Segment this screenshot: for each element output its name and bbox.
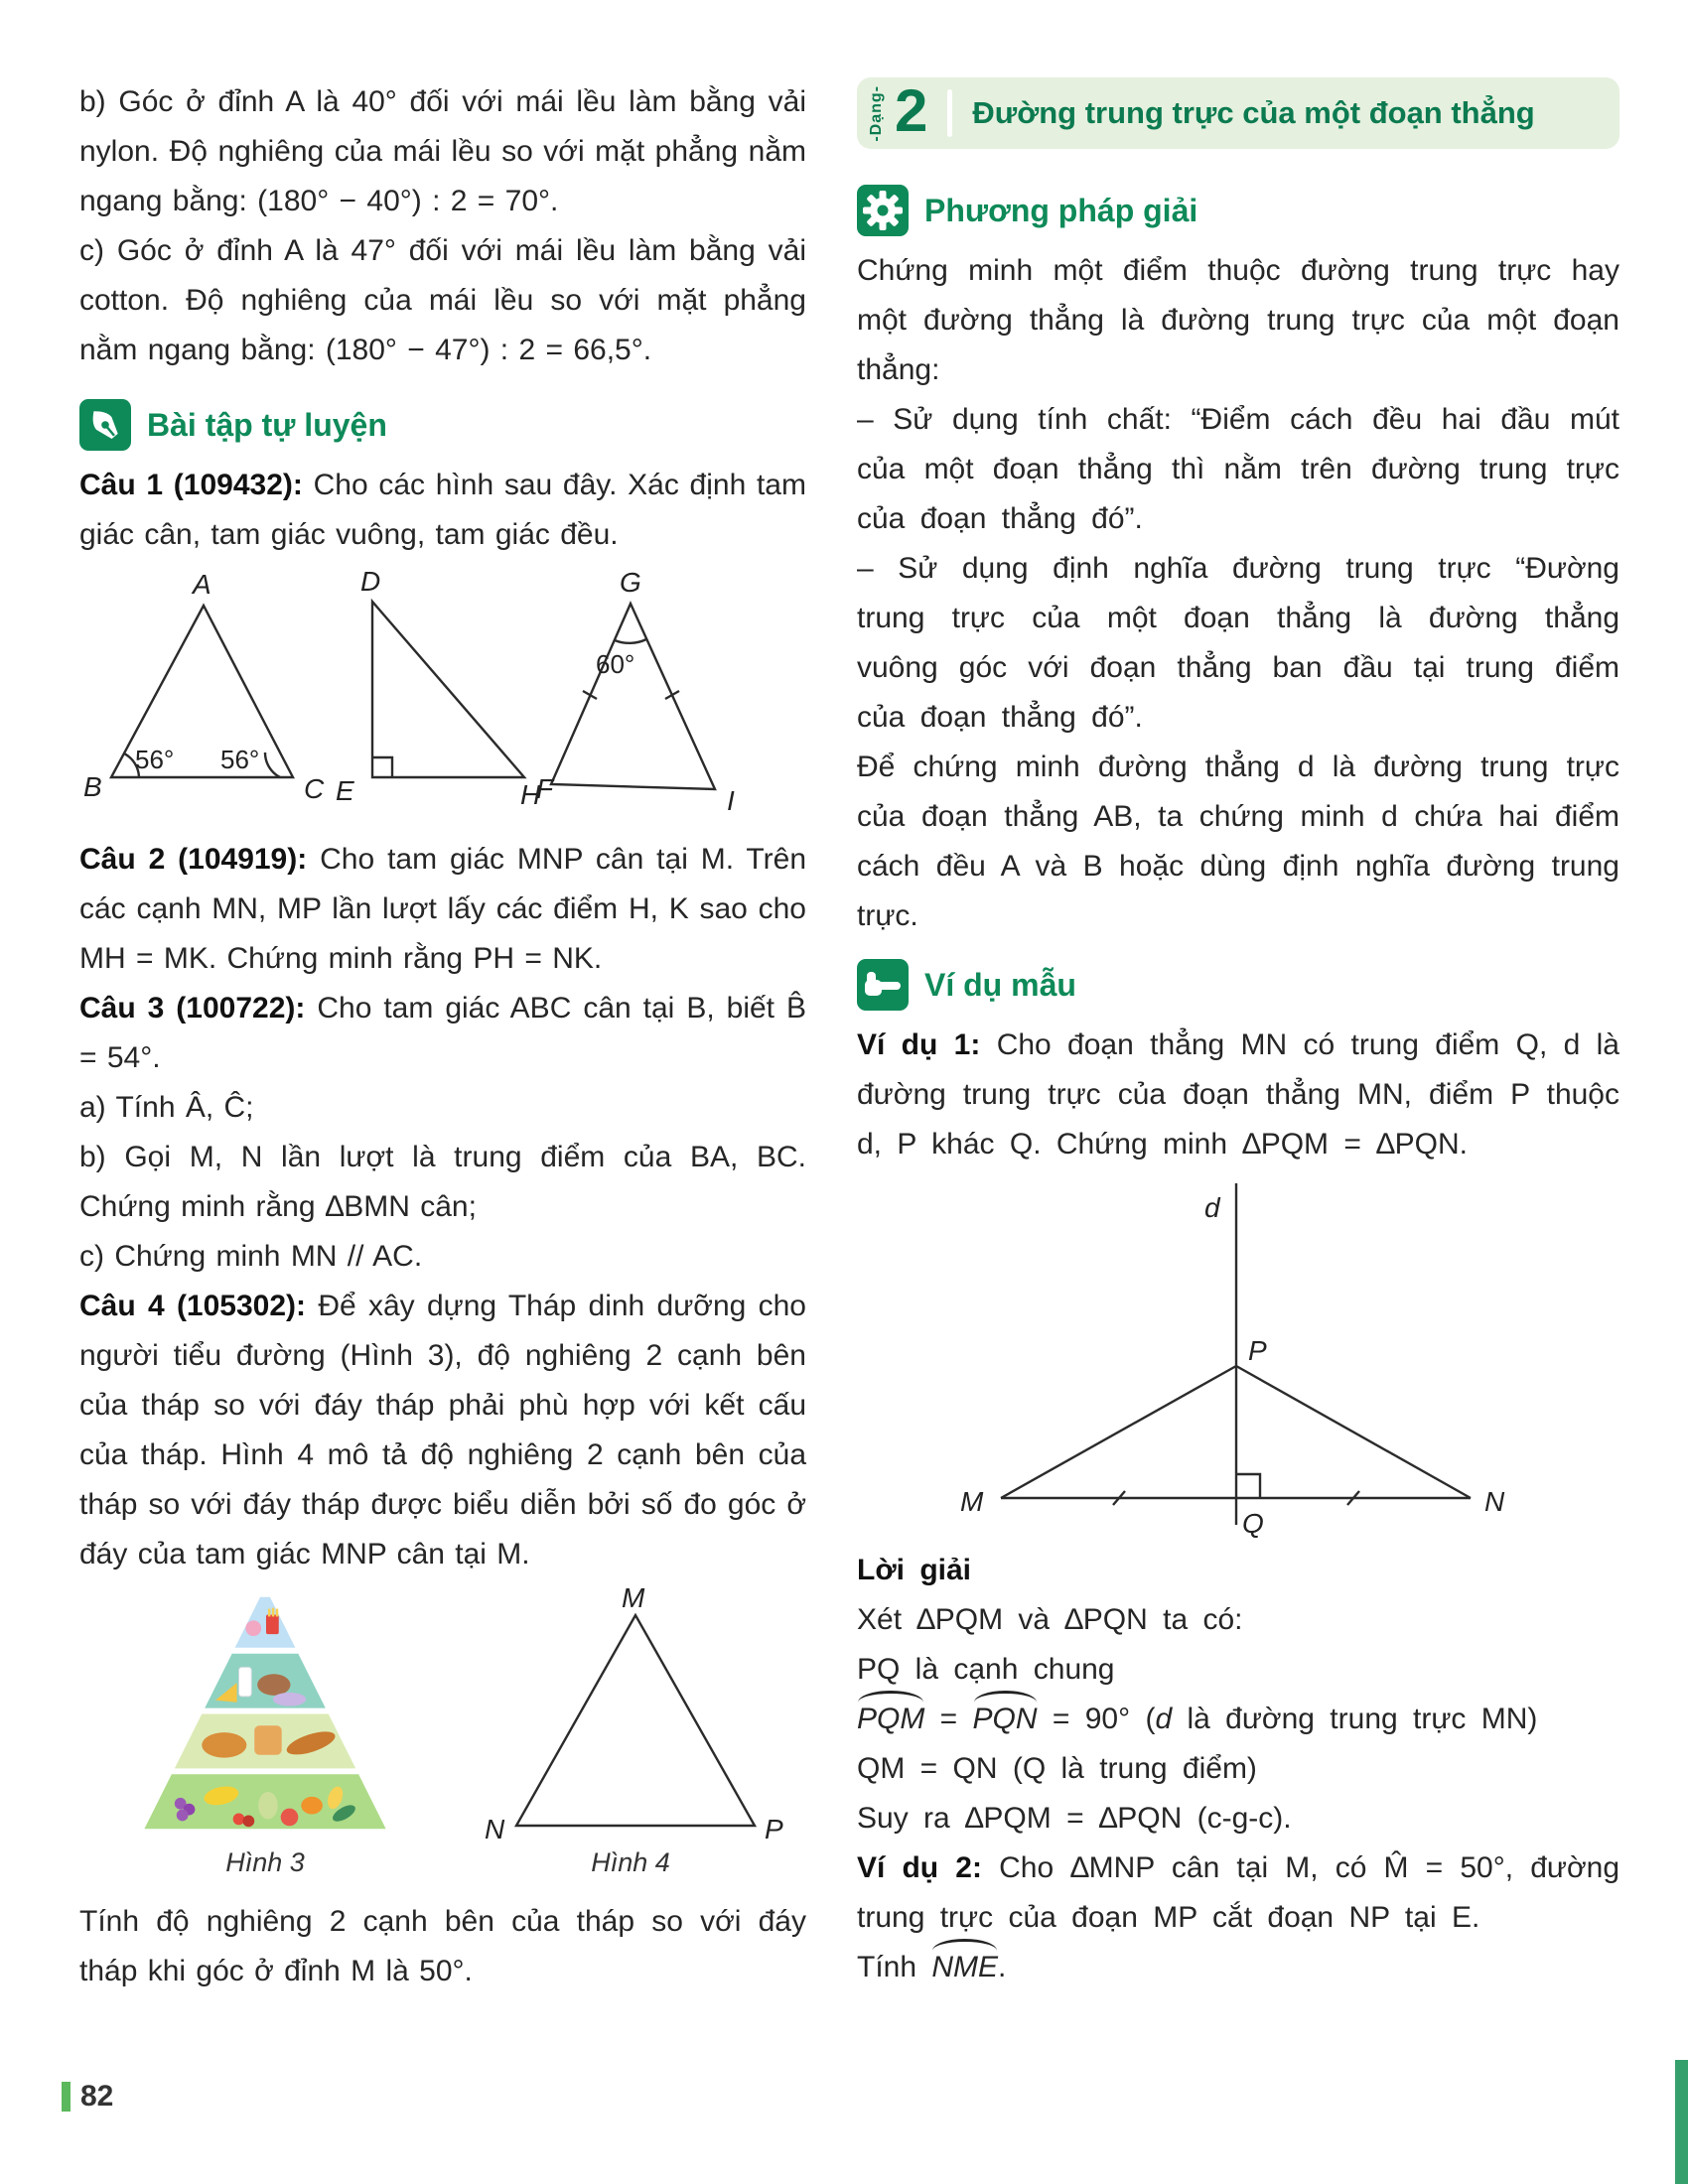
label-M: M	[622, 1587, 645, 1613]
figures-row	[79, 1587, 806, 1897]
solution-title: Lời giải	[857, 1554, 972, 1586]
label-P: P	[1248, 1335, 1267, 1366]
solution-line-5: Suy ra ∆PQM = ∆PQN (c-g-c).	[857, 1802, 1292, 1835]
cau3-item-c: c) Chứng minh MN // AC.	[79, 1240, 423, 1273]
example-2: Ví dụ 2: Cho ∆MNP cân tại M, có M̂ = 50°, đường trung trực của đoạn MP cắt đoạn NP tại E.	[857, 1851, 1620, 1934]
label-I: I	[727, 785, 735, 816]
closing-question: Tính độ nghiêng 2 cạnh bên của tháp so với đáy tháp khi góc ở đỉnh M là 50°.	[79, 1905, 806, 1987]
method-point-2: – Sử dụng định nghĩa đường trung trực “Đường trung trực của một đoạn thẳng là đường thẳng vuông góc với đoạn thẳng ban đầu tại trung điểm của đoạn thẳng đó”.	[857, 552, 1619, 734]
fig3-caption: Hình 3	[225, 1847, 305, 1877]
method-point-1: – Sử dụng tính chất: “Điểm cách đều hai đầu mút của một đoạn thẳng thì nằm trên đường trung trực của đoạn thẳng đó”.	[857, 403, 1619, 535]
page-edge-tab	[1675, 2060, 1688, 2184]
food-pyramid-illustration	[141, 1587, 389, 1841]
method-section-header	[857, 185, 1619, 236]
badge-divider	[947, 89, 952, 137]
solution-line-3: PQM = PQN = 90° (d là đường trung trực MN)	[857, 1695, 1619, 1744]
label-d: d	[1204, 1192, 1220, 1223]
dang-tag-vertical: -Dạng-	[868, 84, 885, 142]
method-intro: Chứng minh một điểm thuộc đường trung trực hay một đường thẳng là đường trung trực của một đoạn thẳng:	[857, 254, 1619, 386]
paragraph-c: c) Góc ở đỉnh A là 47° đối với mái lều làm bằng vải cotton. Độ nghiêng của mái lều so với mặt phẳng nằm ngang bằng: (180° − 47°) : 2 = 66,5°.	[79, 234, 806, 366]
label-C: C	[304, 773, 325, 804]
label-Q: Q	[1242, 1508, 1264, 1539]
label-M: M	[960, 1486, 984, 1517]
label-D: D	[360, 566, 381, 597]
perpendicular-bisector-figure	[857, 1175, 1619, 1541]
label-F: F	[536, 773, 554, 804]
fig4-caption: Hình 4	[591, 1847, 670, 1877]
label-H: H	[520, 779, 541, 810]
example-2-question: Tính NME.	[857, 1943, 1619, 1992]
cau1-label: Câu 1 (109432):	[79, 469, 303, 501]
triangles-figure	[79, 564, 806, 830]
label-E: E	[336, 775, 354, 806]
paragraph-b: b) Góc ở đỉnh A là 40° đối với mái lều làm bằng vải nylon. Độ nghiêng của mái lều so với mặt phẳng nằm ngang bằng: (180° − 40°) : 2 = 70°.	[79, 85, 806, 217]
method-note: Để chứng minh đường thẳng d là đường trung trực của đoạn thẳng AB, ta chứng minh d chứa hai điểm cách đều A và B hoặc dùng định nghĩa đường trung trực.	[857, 751, 1619, 932]
cau3-item-b: b) Gọi M, N lần lượt là trung điểm của BA, BC. Chứng minh rằng ∆BMN cân;	[79, 1141, 806, 1223]
hinh4-triangle-figure	[477, 1587, 784, 1841]
cau3-item-a: a) Tính Â, Ĉ;	[79, 1091, 254, 1124]
example-1: Ví dụ 1: Cho đoạn thẳng MN có trung điểm Q, d là đường trung trực của đoạn thẳng MN, điểm P thuộc d, P khác Q. Chứng minh ∆PQM = ∆PQN.	[857, 1028, 1619, 1160]
label-N: N	[1484, 1486, 1505, 1517]
pen-nib-icon	[79, 399, 131, 451]
label-A: A	[193, 569, 211, 600]
pointing-hand-icon	[857, 959, 909, 1011]
dang-2-badge	[857, 77, 1619, 149]
example-section-title: Ví dụ mẫu	[924, 966, 1076, 1003]
solution-line-1: Xét ∆PQM và ∆PQN ta có:	[857, 1603, 1243, 1636]
label-G: G	[620, 567, 641, 598]
dang-title: Đường trung trực của một đoạn thẳng	[972, 95, 1535, 130]
angle-60: 60°	[596, 649, 635, 679]
exercise-cau2: Câu 2 (104919): Cho tam giác MNP cân tại M. Trên các cạnh MN, MP lần lượt lấy các điểm H, K sao cho MH = MK. Chứng minh rằng PH = NK.	[79, 843, 806, 975]
left-column	[79, 77, 806, 1996]
right-column	[857, 77, 1619, 1992]
practice-section-header	[79, 399, 806, 451]
example-section-header	[857, 959, 1619, 1011]
solution-line-4: QM = QN (Q là trung điểm)	[857, 1752, 1257, 1785]
method-section-title: Phương pháp giải	[924, 192, 1198, 228]
label-N: N	[485, 1814, 505, 1841]
page-number-bar	[62, 2082, 70, 2112]
practice-section-title: Bài tập tự luyện	[147, 406, 387, 443]
angle-56-right: 56°	[220, 745, 260, 774]
page-number: 82	[62, 2080, 113, 2114]
angle-56-left: 56°	[135, 745, 175, 774]
exercise-cau3: Câu 3 (100722): Cho tam giác ABC cân tại B, biết B̂ = 54°.	[79, 992, 806, 1074]
label-B: B	[83, 771, 102, 802]
gear-icon	[857, 185, 909, 236]
dang-number: 2	[895, 77, 928, 144]
label-P: P	[765, 1814, 783, 1841]
solution-line-2: PQ là cạnh chung	[857, 1653, 1115, 1686]
exercise-cau4: Câu 4 (105302): Để xây dựng Tháp dinh dưỡng cho người tiểu đường (Hình 3), độ nghiêng 2 cạnh bên của tháp so với đáy tháp phải phù hợp với kết cấu của tháp. Hình 4 mô tả độ nghiêng 2 cạnh bên của tháp so với đáy tháp được biểu diễn bởi số đo góc ở đáy của tam giác MNP cân tại M.	[79, 1290, 806, 1570]
exercise-cau1: Câu 1 (109432): Cho các hình sau đây. Xác định tam giác cân, tam giác vuông, tam giác đều.	[79, 469, 806, 551]
